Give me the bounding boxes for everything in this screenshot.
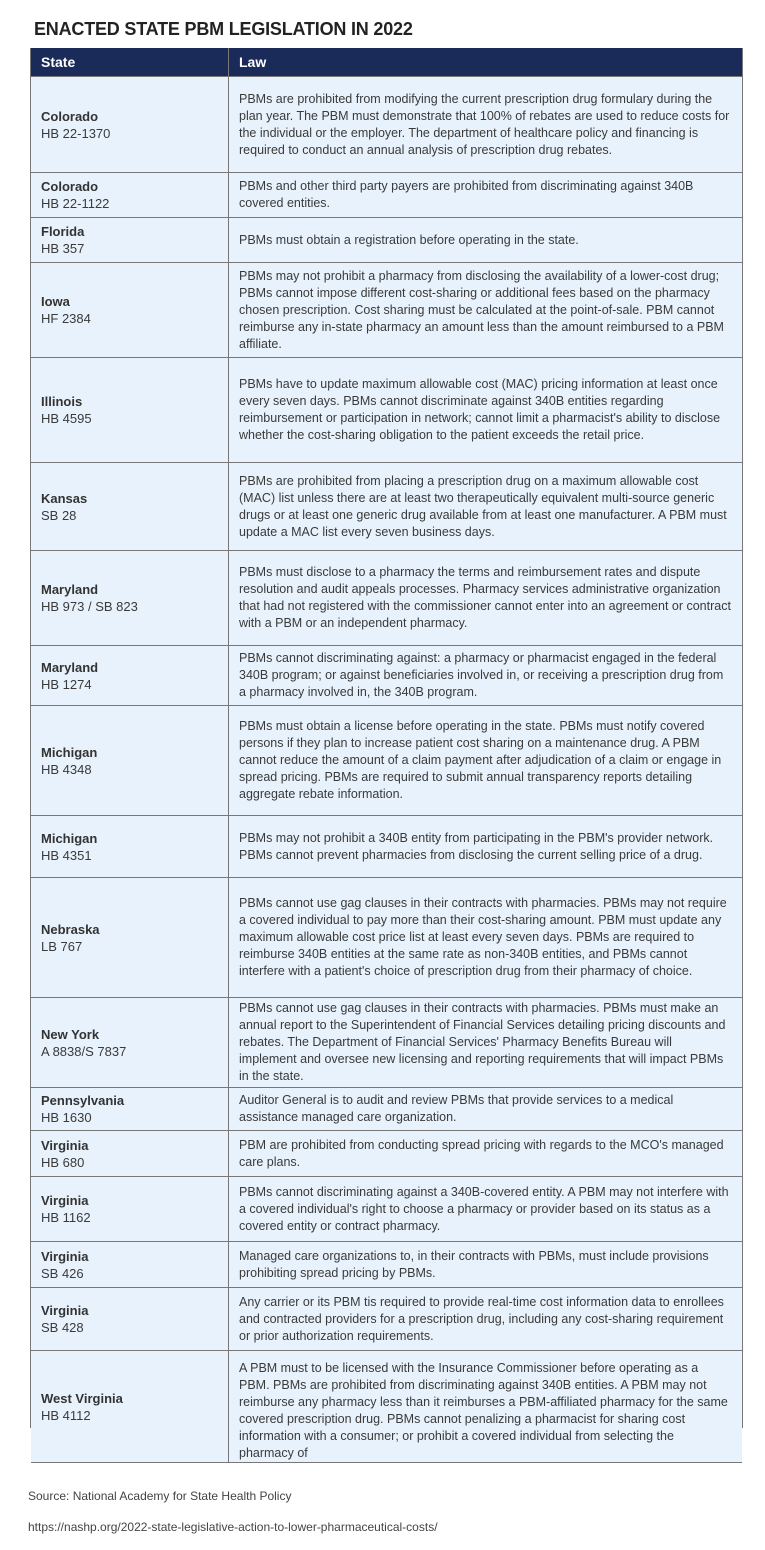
bill-number: HB 1162 xyxy=(41,1210,91,1225)
law-cell xyxy=(229,1088,743,1131)
bill-number: HB 4112 xyxy=(41,1407,91,1423)
bill-number: HB 1630 xyxy=(41,1110,92,1125)
table-row xyxy=(31,998,742,1088)
table-row xyxy=(31,1351,742,1463)
state-cell xyxy=(31,551,229,646)
state-cell xyxy=(31,706,229,816)
state-cell xyxy=(31,998,229,1088)
state-name: New York xyxy=(41,1026,100,1042)
law-description: PBMs cannot use gag clauses in their contracts with pharmacies. PBMs must make an annual report to the Superintendent of Financial Services detailing pricing discounts and rebates. The Department of Financial Services' Pharmacy Benefits Bureau will implement and oversee new licensing and reporting requirements that will impact PBMs in the state. xyxy=(239,1001,726,1083)
state-name: Virginia xyxy=(41,1303,89,1318)
table-row xyxy=(31,263,742,358)
law-description: PBMs have to update maximum allowable cost (MAC) pricing information at least once every seven days. PBMs cannot discriminate against 340B entities regarding reimbursement or participation in network; cannot limit a pharmacist's ability to disclose whether the cost-sharing obligation to the patient exceeds the retail price. xyxy=(239,377,721,442)
table-row xyxy=(31,878,742,998)
bill-number: HB 1274 xyxy=(41,676,92,692)
bill-number: HB 22-1122 xyxy=(41,196,110,211)
state-cell xyxy=(31,816,229,878)
law-cell xyxy=(229,1177,743,1242)
state-name: Florida xyxy=(41,224,85,239)
bill-number: SB 426 xyxy=(41,1265,84,1281)
bill-number: HB 357 xyxy=(41,241,85,256)
state-cell xyxy=(31,263,229,358)
law-description: PBMs must obtain a registration before operating in the state. xyxy=(239,232,579,247)
table-row xyxy=(31,816,742,878)
state-cell xyxy=(31,358,229,463)
table-row xyxy=(31,551,742,646)
bill-number: LB 767 xyxy=(41,938,83,954)
law-cell xyxy=(229,1242,743,1288)
state-name: Pennsylvania xyxy=(41,1093,125,1108)
state-name: Maryland xyxy=(41,659,99,675)
bill-number: HB 4595 xyxy=(41,411,92,426)
state-name: Colorado xyxy=(41,179,99,194)
law-description: PBMs must disclose to a pharmacy the terms and reimbursement rates and dispute resolution and audit appeals processes. Pharmacy services administrative organization that had not registered with the commissioner cannot enter into an agreement or contract with a PBM or an independent pharmacy. xyxy=(239,565,731,630)
law-cell xyxy=(229,878,743,998)
law-description: PBMs and other third party payers are prohibited from discriminating against 340B covered entities. xyxy=(239,179,694,210)
state-cell xyxy=(31,1288,229,1351)
state-name: Kansas xyxy=(41,490,88,506)
state-name: Michigan xyxy=(41,830,98,846)
bill-number: HB 680 xyxy=(41,1154,85,1170)
state-cell xyxy=(31,173,229,218)
state-name: Virginia xyxy=(41,1137,89,1153)
state-name: West Virginia xyxy=(41,1390,123,1406)
law-description: PBM are prohibited from conducting spread pricing with regards to the MCO's managed care plans. xyxy=(239,1137,724,1169)
bill-number: SB 428 xyxy=(41,1320,84,1335)
state-cell xyxy=(31,1242,229,1288)
law-description: A PBM must to be licensed with the Insurance Commissioner before operating as a PBM. PBMs are prohibited from discriminating against 340B entities. A PBM may not reimburse any pharmacy less than it reimburses a PBM-affiliated pharmacy for the same covered prescription drug. PBMs cannot penalizing a pharmacist for sharing cost information with a consumer; or prohibit a covered individual from selecting the pharmacy of xyxy=(239,1361,728,1460)
state-name: Virginia xyxy=(41,1248,89,1264)
state-cell xyxy=(31,878,229,998)
law-cell xyxy=(229,218,743,263)
table-row xyxy=(31,1242,742,1288)
table-row xyxy=(31,463,742,551)
law-description: PBMs cannot discriminating against a 340B-covered entity. A PBM may not interfere with a covered individual's right to choose a pharmacy or provider based on its status as a covered entity or contract pharmacy. xyxy=(239,1184,729,1233)
state-cell xyxy=(31,1131,229,1177)
bill-number: SB 28 xyxy=(41,507,77,523)
law-description: PBMs may not prohibit a pharmacy from disclosing the availability of a lower-cost drug; PBMs cannot impose different cost-sharing or additional fees based on the pharmacy chosen prescription. Cost sharing must be calculated at the point-of-sale. PBM cannot reimburse any in-state pharmacy an amount less than the amount reimbursed to a PBM affiliate. xyxy=(239,268,724,351)
table-row xyxy=(31,77,742,173)
table-row xyxy=(31,358,742,463)
legislation-table xyxy=(31,48,742,1463)
law-description: PBMs are prohibited from placing a prescription drug on a maximum allowable cost (MAC) list unless there are at least two therapeutically equivalent multi-source generic drugs or at least one generic drug available from at least one manufacturer. A PBM must update a MAC list every seven business days. xyxy=(239,473,727,539)
source-note: Source: National Academy for State Health Policy xyxy=(28,1489,292,1503)
state-cell xyxy=(31,1088,229,1131)
law-cell xyxy=(229,1288,743,1351)
bill-number: HB 4351 xyxy=(41,847,92,863)
law-description: PBMs must obtain a license before operating in the state. PBMs must notify covered persons if they plan to increase patient cost sharing on a maintenance drug. A PBM cannot reduce the amount of a claim payment after adjudication of a claim or engage in spread pricing. PBMs are required to submit annual transparency reports detailing aggregate rebate information. xyxy=(239,719,722,801)
law-cell xyxy=(229,646,743,706)
state-cell xyxy=(31,646,229,706)
law-cell xyxy=(229,263,743,358)
law-cell xyxy=(229,1351,743,1463)
law-cell xyxy=(229,816,743,878)
table-row xyxy=(31,646,742,706)
law-cell xyxy=(229,706,743,816)
bill-number: HF 2384 xyxy=(41,311,91,326)
state-name: Colorado xyxy=(41,108,99,124)
legislation-table-container[interactable] xyxy=(30,48,743,1460)
table-row xyxy=(31,1288,742,1351)
law-description: PBMs cannot discriminating against: a pharmacy or pharmacist engaged in the federal 340B program; or against beneficiaries involved in, or receiving a prescription drug from a pharmacy involved in, the 340B program. xyxy=(239,651,724,699)
table-row xyxy=(31,1177,742,1242)
table-row xyxy=(31,173,742,218)
table-row xyxy=(31,1088,742,1131)
law-cell xyxy=(229,173,743,218)
bill-number: HB 22-1370 xyxy=(41,125,111,141)
column-header-law: Law xyxy=(229,48,743,77)
law-cell xyxy=(229,998,743,1088)
state-name: Maryland xyxy=(41,582,99,597)
law-cell xyxy=(229,551,743,646)
table-row xyxy=(31,1131,742,1177)
law-cell xyxy=(229,358,743,463)
bill-number: A 8838/S 7837 xyxy=(41,1043,127,1059)
state-name: Nebraska xyxy=(41,921,100,937)
law-description: Any carrier or its PBM tis required to provide real-time cost information data to enrollees and contracted providers for a prescription drug, including any cost-sharing requirement or prior authorization requirements. xyxy=(239,1294,724,1343)
law-cell xyxy=(229,1131,743,1177)
state-cell xyxy=(31,218,229,263)
law-cell xyxy=(229,77,743,173)
state-cell xyxy=(31,1351,229,1463)
bill-number: HB 973 / SB 823 xyxy=(41,599,138,614)
state-name: Illinois xyxy=(41,394,83,409)
bill-number: HB 4348 xyxy=(41,761,92,777)
law-description: Auditor General is to audit and review PBMs that provide services to a medical assistance managed care organization. xyxy=(239,1093,674,1124)
law-description: PBMs may not prohibit a 340B entity from participating in the PBM's provider network. PBMs cannot prevent pharmacies from disclosing the current selling price of a drug. xyxy=(239,830,714,862)
table-row xyxy=(31,218,742,263)
table-row xyxy=(31,706,742,816)
page-title: ENACTED STATE PBM LEGISLATION IN 2022 xyxy=(34,19,413,39)
law-description: PBMs are prohibited from modifying the current prescription drug formulary during the plan year. The PBM must demonstrate that 100% of rebates are used to reduce costs for the individual or the employer. The department of healthcare policy and financing is required to conduct an annual analysis of prescription drug rebates. xyxy=(239,91,730,157)
law-description: Managed care organizations to, in their contracts with PBMs, must include provisions prohibiting spread pricing by PBMs. xyxy=(239,1248,709,1280)
state-cell xyxy=(31,1177,229,1242)
column-header-state: State xyxy=(31,48,229,77)
state-cell xyxy=(31,77,229,173)
state-cell xyxy=(31,463,229,551)
state-name: Iowa xyxy=(41,294,70,309)
state-name: Virginia xyxy=(41,1193,89,1208)
state-name: Michigan xyxy=(41,744,98,760)
source-url[interactable]: https://nashp.org/2022-state-legislative-action-to-lower-pharmaceutical-costs/ xyxy=(28,1520,438,1534)
law-cell xyxy=(229,463,743,551)
table-header-row xyxy=(31,48,742,77)
law-description: PBMs cannot use gag clauses in their contracts with pharmacies. PBMs may not require a covered individual to pay more than their cost-sharing amount. PBM must update any maximum allowable cost price list at least every seven days. PBMs are required to reimburse 340B entities at the same rate as non-340B entities, and PBMs cannot interfere with a patient's choice of prescription drug from their pharmacy of choice. xyxy=(239,896,727,978)
